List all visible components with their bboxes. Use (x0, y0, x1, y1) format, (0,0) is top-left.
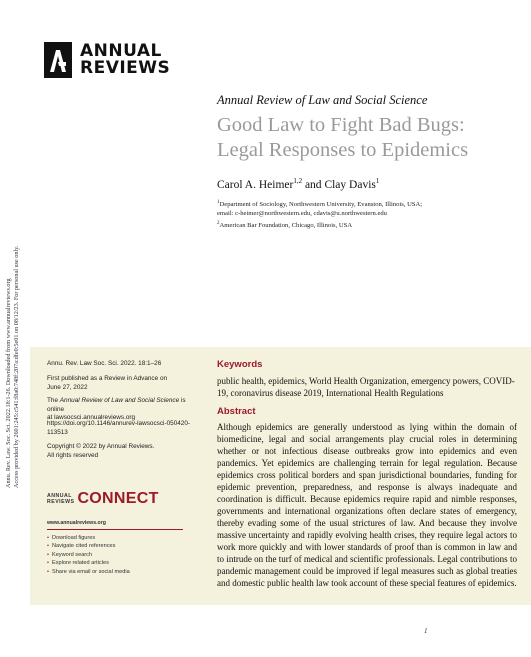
connect-feature-list (47, 534, 197, 576)
connect-feature-item[interactable]: • Share via email or social media (47, 568, 197, 576)
connect-url[interactable]: www.annualreviews.org (47, 520, 106, 526)
annual-reviews-connect (47, 490, 197, 576)
online-pre: The (47, 397, 60, 404)
title-line-1: Good Law to Fight Bad Bugs: (217, 114, 465, 136)
first-published-line-2: June 27, 2022 (47, 383, 88, 391)
author-conjunction: and (302, 178, 325, 191)
logo-line-1: ANNUAL (80, 41, 162, 61)
author-list (217, 177, 379, 191)
abstract-text: Although epidemics are generally understood as lying within the domain of biomedicine, legal and social arrangements play crucial roles in determining whether or not infectious disease outbreaks grow into epidemics and even pandemics. Yet epidemics are challenging terrain for legal regulation. Because epidemics cross political borders and span jurisdictional boundaries, funding for epidemic prevention, preparedness, and response is always inadequate and coordination is difficult. Because epidemics require rapid and nimble responses, governments and international organizations often declare states of emergency, thereby evading some of the usual strictures of law. And because they involve massive uncertainty and rapidly evolving health crises, they require legal actors to work more quickly and with lower standards of proof than is common in law and to intrude on the turf of medical and scientific professionals. Legal contributions to pandemic management could be improved if legal measures such as global treaties and domestic public health law took account of these special features of epidemics. (217, 422, 517, 588)
author-2[interactable]: Clay Davis (324, 178, 376, 191)
copyright-line-1: Copyright © 2022 by Annual Reviews. (47, 443, 155, 450)
affiliation-2-marker: 2 (217, 221, 220, 226)
side-note-line-2: Access provided by 2601:245:c541:f8a0:748f:207a:dfe0:5e01 on 08/12/23. For personal use only. (13, 245, 20, 488)
abstract-heading: Abstract (217, 406, 256, 417)
connect-feature-item[interactable]: • Keyword search (47, 551, 197, 559)
doi-link[interactable] (47, 420, 197, 437)
affiliation-2-text: American Bar Foundation, Chicago, Illinois, USA (219, 222, 353, 230)
online-url[interactable]: at lawsocsci.annualreviews.org (47, 414, 136, 422)
connect-feature-item[interactable]: • Explore related articles (47, 559, 197, 567)
first-published (47, 375, 197, 392)
logo-wordmark (80, 43, 170, 77)
article-title (217, 113, 517, 163)
connect-small-line-2: REVIEWS (47, 499, 75, 505)
first-published-line-1: First published as a Review in Advance on (47, 375, 168, 382)
online-note (47, 397, 197, 423)
title-line-2: Legal Responses to Epidemics (217, 139, 469, 161)
online-post: is online (47, 397, 186, 413)
connect-feature-item[interactable]: • Navigate cited references (47, 542, 197, 550)
author-1-affil: 1,2 (293, 177, 303, 185)
citation: Annu. Rev. Law Soc. Sci. 2022. 18:1–26 (47, 360, 162, 367)
connect-divider (47, 529, 183, 530)
connect-small-line-1: ANNUAL (47, 493, 72, 499)
journal-name: Annual Review of Law and Social Science (217, 93, 428, 107)
download-side-note (0, 0, 30, 657)
side-note-line-1: Annu. Rev. Law. Soc. Sci. 2022.18:1-26. Downloaded from www.annualreviews.org (5, 278, 12, 488)
author-1[interactable]: Carol A. Heimer (217, 178, 294, 191)
copyright (47, 443, 197, 460)
keywords-heading: Keywords (217, 359, 263, 370)
doi-line-2: 113513 (47, 428, 68, 436)
online-journal: Annual Review of Law and Social Science (59, 397, 180, 404)
connect-small-wordmark (47, 493, 74, 505)
keywords-text: public health, epidemics, World Health Organization, emergency powers, COVID-19, coronavirus disease 2019, International Health Regulations (217, 376, 515, 398)
affiliation-1-marker: 1 (217, 200, 220, 205)
copyright-line-2: All rights reserved (47, 451, 99, 459)
affiliation-2 (217, 219, 517, 230)
affiliation-1 (217, 198, 517, 218)
page-number: 1 (424, 627, 428, 635)
author-2-affil: 1 (375, 177, 380, 185)
annual-reviews-logo-icon (44, 42, 72, 78)
affiliation-1-email[interactable]: email: c-heimer@northwestern.edu, cdavis@u.northwestern.edu (217, 210, 387, 218)
connect-feature-item[interactable]: • Download figures (47, 534, 197, 542)
connect-logo (47, 490, 197, 508)
doi-line-1: https://doi.org/10.1146/annurev-lawsocsci-050420- (47, 420, 191, 427)
annual-reviews-logo[interactable] (44, 42, 170, 78)
affiliation-1-line-1: Department of Sociology, Northwestern University, Evanston, Illinois, USA; (219, 201, 423, 209)
logo-line-2: REVIEWS (80, 58, 171, 78)
connect-wordmark: CONNECT (77, 490, 159, 507)
